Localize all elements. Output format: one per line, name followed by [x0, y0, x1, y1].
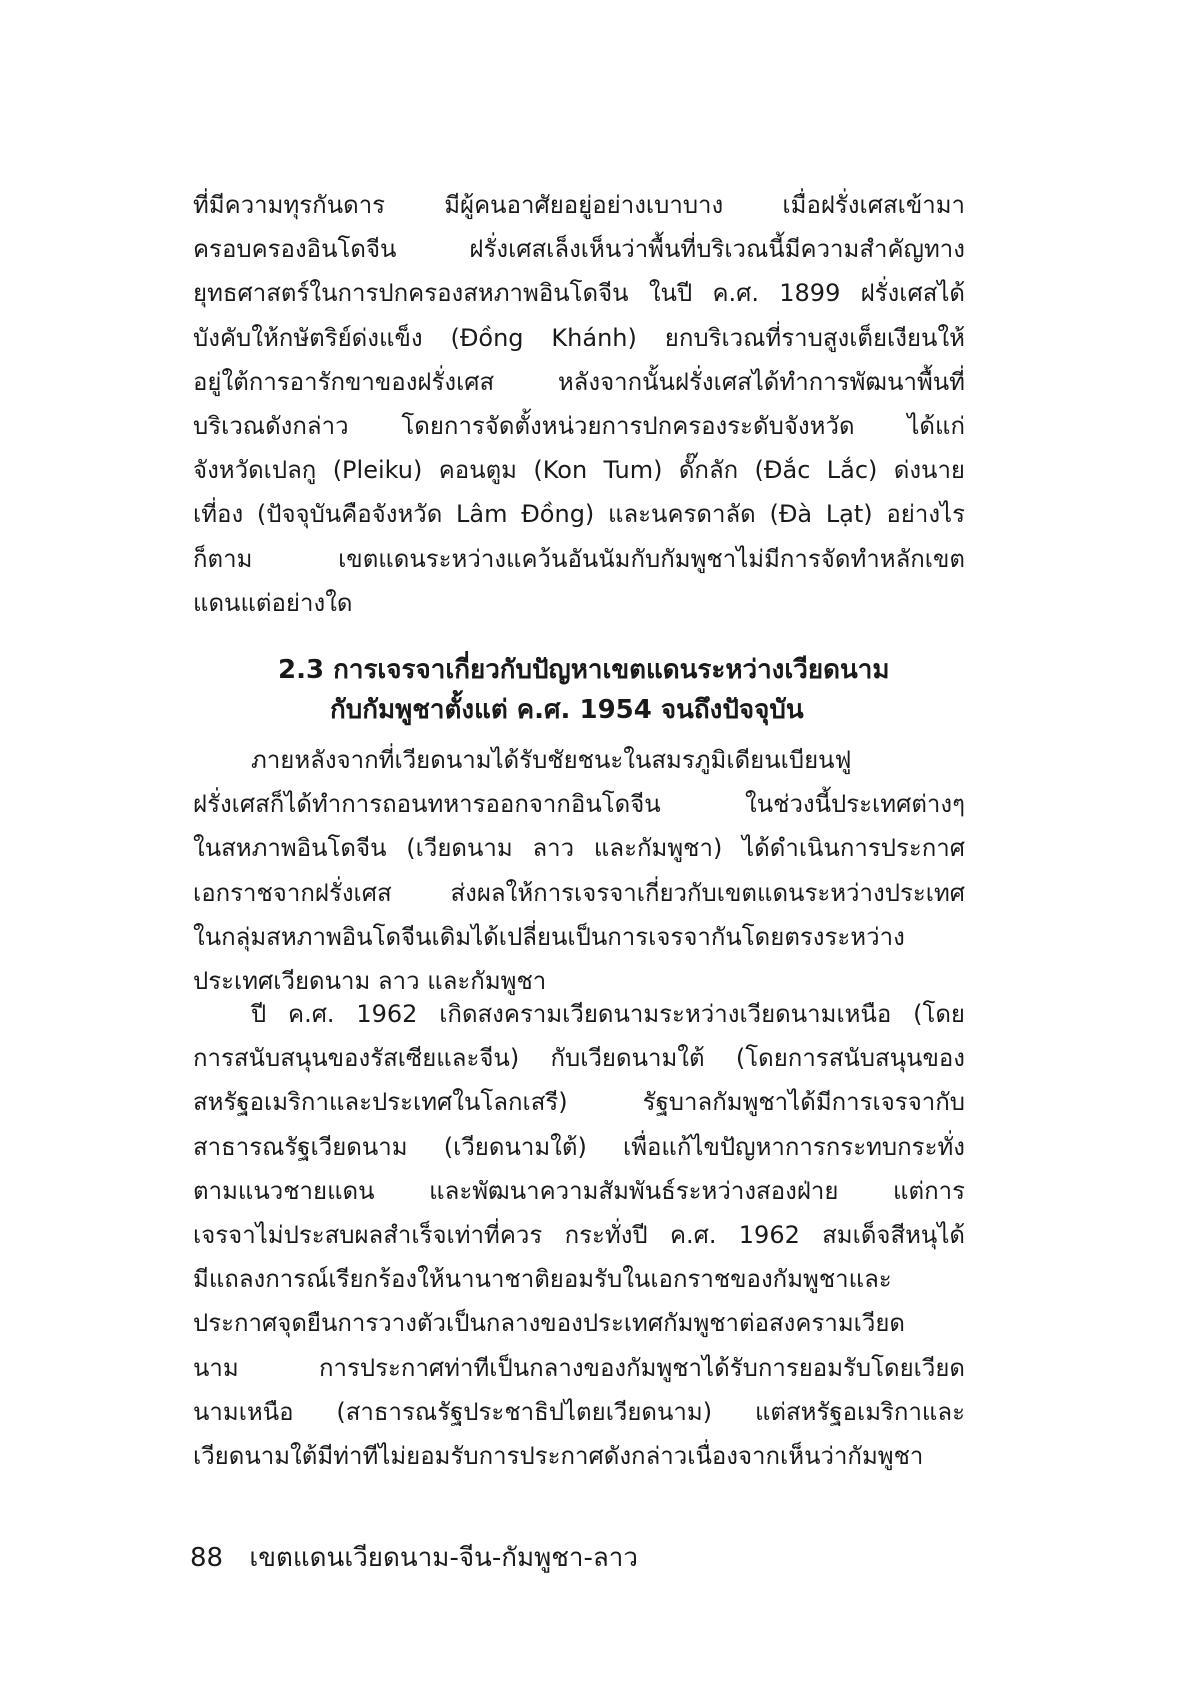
- text-line: เวียดนามใต้มีท่าทีไม่ยอมรับการประกาศดังกล่าวเนื่องจากเห็นว่ากัมพูชา: [193, 1441, 924, 1470]
- text-line: ยุทธศาสตร์ในการปกครองสหภาพอินโดจีน ในปี ค.ศ. 1899 ฝรั่งเศสได้: [193, 279, 965, 308]
- text-line: ที่มีความทุรกันดาร มีผู้คนอาศัยอยู่อย่างเบาบาง เมื่อฝรั่งเศสเข้ามา: [193, 191, 965, 219]
- text-line: ในสหภาพอินโดจีน (เวียดนาม ลาว และกัมพูชา) ได้ดำเนินการประกาศ: [193, 834, 965, 863]
- text-line: ปี ค.ศ. 1962 เกิดสงครามเวียดนามระหว่างเวียดนามเหนือ (โดย: [251, 1000, 965, 1028]
- running-title: เขตแดนเวียดนาม-จีน-กัมพูชา-ลาว: [249, 1543, 638, 1573]
- paragraph-3: [193, 992, 965, 1478]
- section-heading: [278, 650, 978, 730]
- text-line: แดนแต่อย่างใด: [193, 588, 353, 617]
- paragraph-2: [193, 738, 965, 1003]
- text-line: บังคับให้กษัตริย์ด่งแข็ง (Đồng Khánh) ยกบริเวณที่ราบสูงเต็ยเงียนให้: [193, 323, 965, 352]
- text-line: ภายหลังจากที่เวียดนามได้รับชัยชนะในสมรภูมิเดียนเบียนฟู: [251, 746, 852, 774]
- section-heading-line-1: 2.3 การเจรจาเกี่ยวกับปัญหาเขตแดนระหว่างเวียดนาม: [278, 655, 890, 685]
- page-number: 88: [190, 1543, 224, 1573]
- text-line: ฝรั่งเศสก็ได้ทำการถอนทหารออกจากอินโดจีน ในช่วงนี้ประเทศต่างๆ: [193, 790, 965, 819]
- text-line: ประเทศเวียดนาม ลาว และกัมพูชา: [193, 966, 547, 995]
- text-line: ตามแนวชายแดน และพัฒนาความสัมพันธ์ระหว่างสองฝ่าย แต่การ: [193, 1176, 965, 1205]
- text-line: ครอบครองอินโดจีน ฝรั่งเศสเล็งเห็นว่าพื้นที่บริเวณนี้มีความสำคัญทาง: [193, 235, 965, 264]
- text-line: การสนับสนุนของรัสเซียและจีน) กับเวียดนามใต้ (โดยการสนับสนุนของ: [193, 1044, 965, 1073]
- text-line: จังหวัดเปลกู (Pleiku) คอนตูม (Kon Tum) ดั๊กลัก (Đắc Lắc) ด่งนาย: [193, 456, 965, 485]
- text-line: เที่อง (ปัจจุบันคือจังหวัด Lâm Đồng) และนครดาลัด (Đà Lạt) อย่างไร: [193, 500, 965, 529]
- text-line: นาม การประกาศท่าทีเป็นกลางของกัมพูชาได้รับการยอมรับโดยเวียด: [193, 1353, 965, 1382]
- text-line: มีแถลงการณ์เรียกร้องให้นานาชาติยอมรับในเอกราชของกัมพูชาและ: [193, 1265, 892, 1294]
- text-line: ในกลุ่มสหภาพอินโดจีนเดิมได้เปลี่ยนเป็นการเจรจากันโดยตรงระหว่าง: [193, 922, 905, 951]
- text-line: อยู่ใต้การอารักขาของฝรั่งเศส หลังจากนั้นฝรั่งเศสได้ทำการพัฒนาพื้นที่: [193, 367, 965, 396]
- paragraph-continued: [193, 183, 965, 625]
- text-line: บริเวณดังกล่าว โดยการจัดตั้งหน่วยการปกครองระดับจังหวัด ได้แก่: [193, 411, 965, 440]
- page-footer: [190, 1537, 638, 1578]
- text-line: สาธารณรัฐเวียดนาม (เวียดนามใต้) เพื่อแก้ไขปัญหาการกระทบกระทั่ง: [193, 1132, 965, 1161]
- text-line: สหรัฐอเมริกาและประเทศในโลกเสรี) รัฐบาลกัมพูชาได้มีการเจรจากับ: [193, 1088, 965, 1117]
- text-line: นามเหนือ (สาธารณรัฐประชาธิปไตยเวียดนาม) แต่สหรัฐอเมริกาและ: [193, 1397, 965, 1426]
- text-line: เจรจาไม่ประสบผลสำเร็จเท่าที่ควร กระทั่งปี ค.ศ. 1962 สมเด็จสีหนุได้: [193, 1220, 965, 1249]
- text-line: ก็ตาม เขตแดนระหว่างแคว้นอันนัมกับกัมพูชาไม่มีการจัดทำหลักเขต: [193, 544, 965, 573]
- text-line: ประกาศจุดยืนการวางตัวเป็นกลางของประเทศกัมพูชาต่อสงครามเวียด: [193, 1309, 905, 1338]
- section-heading-line-2: กับกัมพูชาตั้งแต่ ค.ศ. 1954 จนถึงปัจจุบัน: [330, 695, 804, 725]
- text-line: เอกราชจากฝรั่งเศส ส่งผลให้การเจรจาเกี่ยวกับเขตแดนระหว่างประเทศ: [193, 878, 965, 907]
